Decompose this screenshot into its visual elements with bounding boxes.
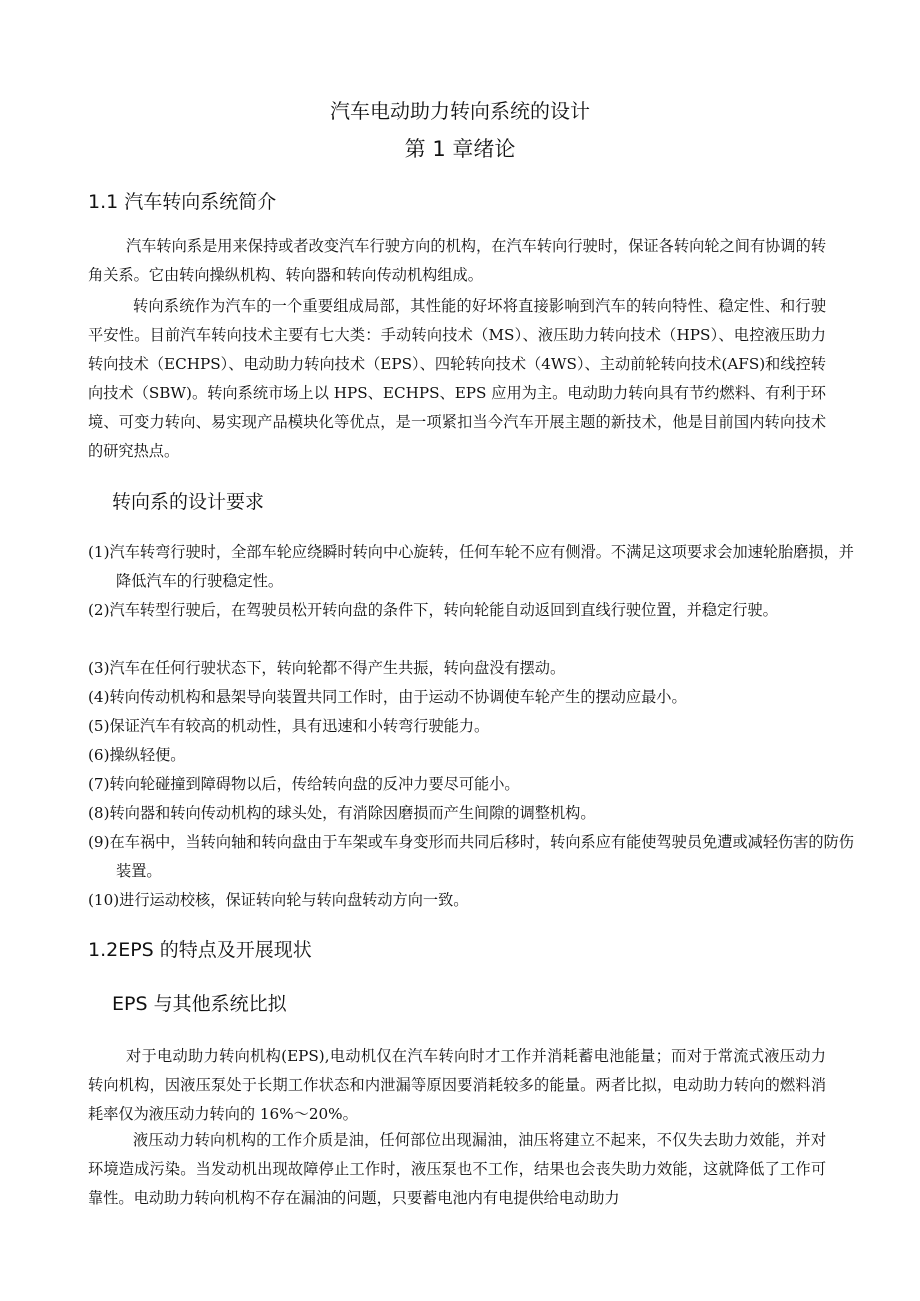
requirement-item: (5)保证汽车有较高的机动性，具有迅速和小转弯行驶能力。 bbox=[88, 717, 490, 735]
section-heading-1-1: 1.1 汽车转向系统简介 bbox=[88, 191, 277, 213]
requirement-item: (9)在车祸中，当转向轴和转向盘由于车架或车身变形而共同后移时，转向系应有能使驾驶员免遭或减轻伤害的防伤装置。 bbox=[88, 833, 854, 880]
requirement-item: (2)汽车转型行驶后，在驾驶员松开转向盘的条件下，转向轮能自动返回到直线行驶位置，并稳定行驶。 bbox=[88, 601, 778, 619]
paragraph-intro-2: 转向系统作为汽车的一个重要组成局部，其性能的好坏将直接影响到汽车的转向特性、稳定性、和行驶平安性。目前汽车转向技术主要有七大类：手动转向技术（MS）、液压助力转向技术（HPS）、电控液压助力转向技术（ECHPS）、电动助力转向技术（EPS）、四轮转向技术（4WS）、主动前轮转向技术(AFS)和线控转向技术（SBW)。转向系统市场上以 HPS、ECHPS、EPS 应用为主。电动助力转向具有节约燃料、有利于环境、可变力转向、易实现产品模块化等优点，是一项紧扣当今汽车开展主题的新技术，他是目前国内转向技术的研究热点。 bbox=[88, 297, 826, 460]
requirement-item: (1)汽车转弯行驶时，全部车轮应绕瞬时转向中心旋转，任何车轮不应有侧滑。不满足这项要求会加速轮胎磨损，并降低汽车的行驶稳定性。 bbox=[88, 543, 854, 590]
requirement-item: (4)转向传动机构和悬架导向装置共同工作时，由于运动不协调使车轮产生的摆动应最小。 bbox=[88, 688, 687, 706]
paragraph-intro-1: 汽车转向系是用来保持或者改变汽车行驶方向的机构，在汽车转向行驶时，保证各转向轮之间有协调的转角关系。它由转向操纵机构、转向器和转向传动机构组成。 bbox=[88, 237, 826, 284]
requirement-item: (10)进行运动校核，保证转向轮与转向盘转动方向一致。 bbox=[88, 891, 469, 909]
requirement-item: (7)转向轮碰撞到障碍物以后，传给转向盘的反冲力要尽可能小。 bbox=[88, 775, 520, 793]
requirement-item: (6)操纵轻便。 bbox=[88, 746, 186, 764]
section-heading-design-requirements: 转向系的设计要求 bbox=[112, 491, 265, 513]
chapter-title: 第 1 章绪论 bbox=[404, 137, 516, 161]
requirement-item: (8)转向器和转向传动机构的球头处，有消除因磨损而产生间隙的调整机构。 bbox=[88, 804, 596, 822]
requirement-item: (3)汽车在任何行驶状态下，转向轮都不得产生共振，转向盘没有摆动。 bbox=[88, 659, 566, 677]
section-heading-1-2: 1.2EPS 的特点及开展现状 bbox=[88, 939, 312, 961]
document-title: 汽车电动助力转向系统的设计 bbox=[330, 99, 590, 123]
paragraph-eps-1: 对于电动助力转向机构(EPS),电动机仅在汽车转向时才工作并消耗蓄电池能量；而对于常流式液压动力转向机构，因液压泵处于长期工作状态和内泄漏等原因要消耗较多的能量。两者比拟，电动助力转向的燃料消耗率仅为液压动力转向的 16%～20%。 bbox=[88, 1047, 826, 1123]
section-heading-eps-compare: EPS 与其他系统比拟 bbox=[112, 993, 287, 1015]
paragraph-eps-2: 液压动力转向机构的工作介质是油，任何部位出现漏油，油压将建立不起来，不仅失去助力效能，并对环境造成污染。当发动机出现故障停止工作时，液压泵也不工作，结果也会丧失助力效能，这就降低了工作可靠性。电动助力转向机构不存在漏油的问题，只要蓄电池内有电提供给电动助力 bbox=[88, 1131, 826, 1207]
